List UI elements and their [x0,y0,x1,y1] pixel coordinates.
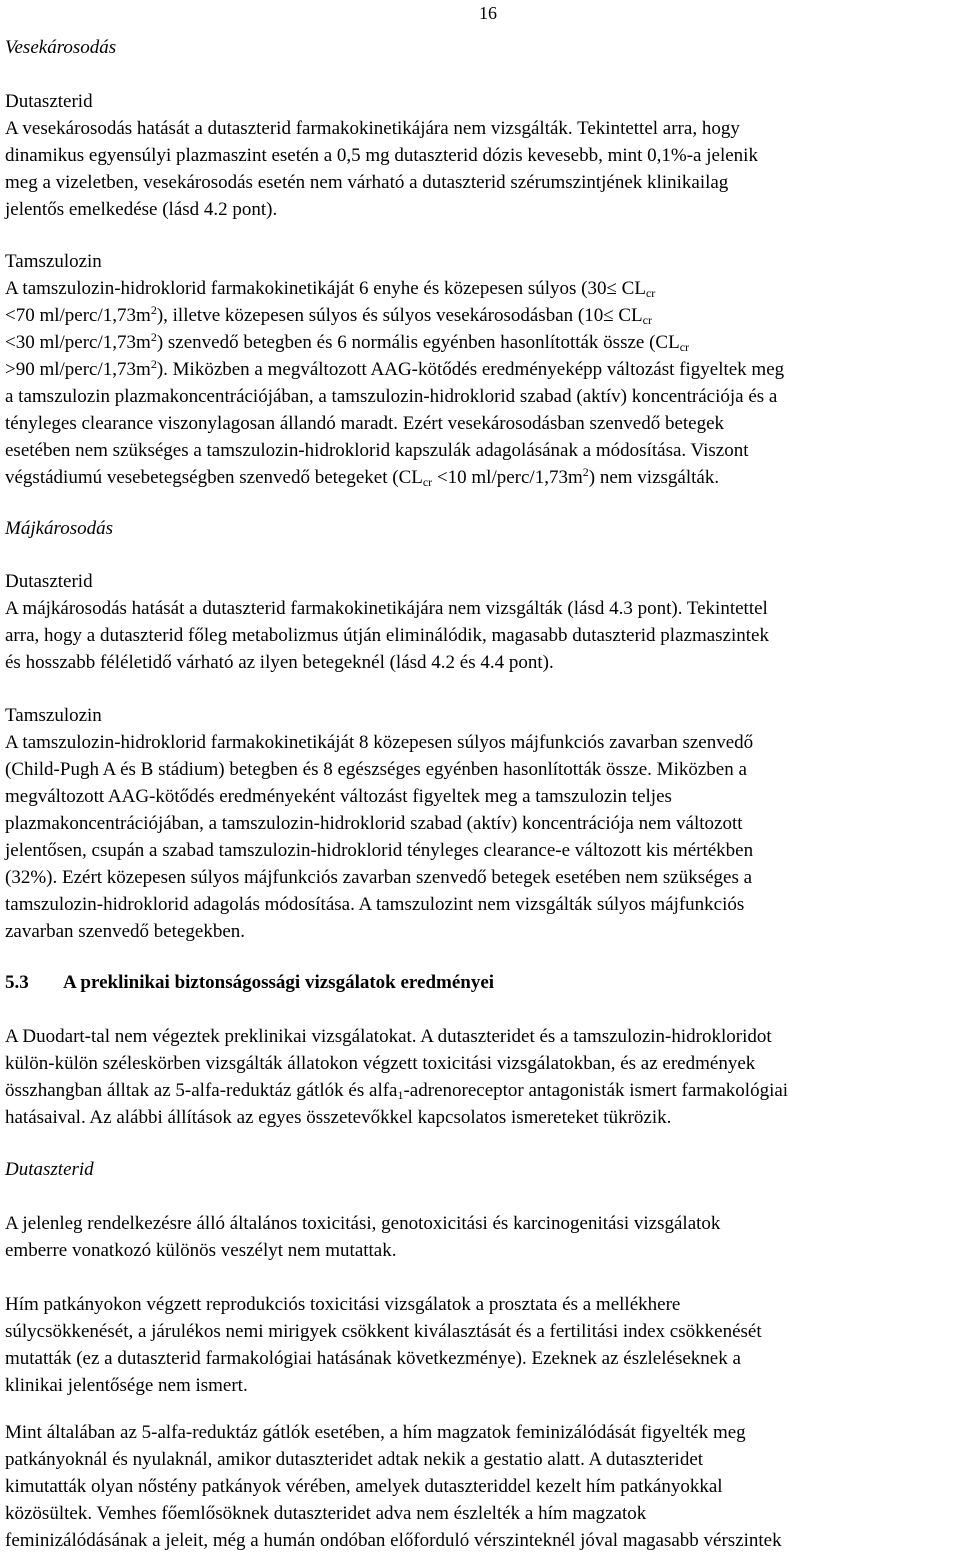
text-line: A jelenleg rendelkezésre álló általános toxicitási, genotoxicitási és karcinogenitási vizsgálatok [5,1213,721,1234]
text-line: súlycsökkenését, a járulékos nemi mirigyek csökkent kiválasztását és a fertilitási index csökkenését [5,1321,762,1342]
text-line: >90 $ml/perc/1,73m^2$). Miközben a megváltozott AAG-kötődés eredményeképp változást figyeltek meg [5,357,785,380]
text-line: megváltozott AAG-kötődés eredményeként változást figyeltek meg a tamszulozin teljes [5,786,672,807]
section-heading-5-3 [5,969,494,996]
hepatic-tamsulosin-heading: Tamszulozin [5,705,102,726]
text-line: végstádiumú vesebetegségben szenvedő betegeket ($CL_{cr} <10$ $ml/perc/1,73m^2$) nem vizsgálták. [5,465,720,489]
text-line: klinikai jelentősége nem ismert. [5,1375,248,1396]
text-line: összhangban álltak az 5-alfa-reduktáz gátlók és alfa$_1$-adrenoreceptor antagonisták ismert farmakológiai [5,1080,789,1102]
text-line: kimutatták olyan nőstény patkányok vérében, amelyek dutaszteriddel kezelt hím patkányokkal [5,1476,723,1497]
page-number: 16 [479,3,497,23]
superscript: 2 [582,465,589,479]
text-line: <30 $ml/perc/1,73m^2$) szenvedő betegben és 6 normális egyénben hasonlították össze ($CL_{cr}$ [5,330,690,354]
hepatic-impairment-title: Májkárosodás [5,518,114,539]
hepatic-dutasteride-heading: Dutaszterid [5,571,93,592]
text-line: feminizálódásának a jeleit, még a humán ondóban előforduló vérszinteknél jóval magasabb vérszintek [5,1530,782,1551]
text-line: <70 $ml/perc/1,73m^2$), illetve közepesen súlyos és súlyos vesekárosodásban ($10\le CL_{cr}$ [5,303,652,327]
text-line: A májkárosodás hatását a dutaszterid farmakokinetikájára nem vizsgálták (lásd 4.3 pont). Tekintettel [5,598,768,619]
renal-tamsulosin-paragraph [5,275,955,491]
text-line: A Duodart-tal nem végeztek preklinikai vizsgálatokat. A dutaszteridet és a tamszulozin-hidrokloridot [5,1026,772,1047]
renal-tamsulosin-heading: Tamszulozin [5,251,102,272]
text-line: A vesekárosodás hatását a dutaszterid farmakokinetikájára nem vizsgálták. Tekintettel arra, hogy [5,118,740,139]
text-line: külön-külön széleskörben vizsgálták állatokon végzett toxicitási vizsgálatokban, és az eredmények [5,1053,756,1074]
hepatic-dutasteride-paragraph [5,595,955,676]
preclinical-paragraph-1 [5,1210,955,1264]
superscript: 2 [150,303,157,317]
preclinical-dutasteride-heading: Dutaszterid [5,1159,94,1180]
renal-impairment-title: Vesekárosodás [5,37,117,58]
section-number: 5.3 [5,972,29,993]
superscript: 2 [150,330,157,344]
text-line: hatásaival. Az alábbi állítások az egyes összetevőkkel kapcsolatos ismereteket tükrözik. [5,1107,672,1128]
subscript: 1 [397,1088,404,1102]
text-line: emberre vonatkozó különös veszélyt nem mutattak. [5,1240,397,1261]
text-line: jelentős emelkedése (lásd 4.2 pont). [5,199,278,220]
text-line: jelentősen, csupán a szabad tamszulozin-hidroklorid tényleges clearance-e változott kis mértékben [5,840,754,861]
text-line: meg a vizeletben, vesekárosodás esetén nem várható a dutaszterid szérumszintjének klinikailag [5,172,729,193]
preclinical-paragraph-2 [5,1291,955,1399]
text-line: Mint általában az 5-alfa-reduktáz gátlók esetében, a hím magzatok feminizálódását figyelték meg [5,1422,746,1443]
subscript: cr [642,313,652,327]
text-line: plazmakoncentrációjában, a tamszulozin-hidroklorid szabad (aktív) koncentrációja nem változott [5,813,743,834]
text-line: zavarban szenvedő betegekben. [5,921,246,942]
subscript: cr [679,340,690,354]
text-line: a tamszulozin plazmakoncentrációjában, a tamszulozin-hidroklorid szabad (aktív) koncentrációja és a [5,386,778,407]
text-line: patkányoknál és nyulaknál, amikor dutaszteridet adtak nekik a gestatio alatt. A dutaszteridet [5,1449,704,1470]
text-line: (32%). Ezért közepesen súlyos májfunkciós zavarban szenvedő betegek esetében nem szükséges a [5,867,753,888]
superscript: 2 [150,357,157,371]
preclinical-paragraph-3 [5,1419,955,1554]
hepatic-tamsulosin-paragraph [5,729,955,945]
text-line: A tamszulozin-hidroklorid farmakokinetikáját 6 enyhe és közepesen súlyos ($30\le CL_{cr}$ [5,278,656,300]
subscript: cr [422,475,433,489]
text-line: A tamszulozin-hidroklorid farmakokinetikáját 8 közepesen súlyos májfunkciós zavarban szenvedő [5,732,754,753]
preclinical-intro-paragraph [5,1023,955,1131]
text-line: tényleges clearance viszonylagosan állandó maradt. Ezért vesekárosodásban szenvedő betegek [5,413,725,434]
subscript: cr [645,286,656,300]
text-line: arra, hogy a dutaszterid főleg metabolizmus útján eliminálódik, magasabb dutaszterid plazmaszintek [5,625,769,646]
text-line: mutatták (ez a dutaszterid farmakológiai hatásának következménye). Ezeknek az észleléseknek a [5,1348,741,1369]
text-line: közösültek. Vemhes főemlősöknek dutaszteridet adva nem észlelték a hím magzatok [5,1503,647,1524]
renal-dutasteride-heading: Dutaszterid [5,91,93,112]
text-line: dinamikus egyensúlyi plazmaszint esetén a 0,5 mg dutaszterid dózis kevesebb, mint 0,1%-a jelenik [5,145,758,166]
text-line: tamszulozin-hidroklorid adagolás módosítása. A tamszulozint nem vizsgálták súlyos májfunkciós [5,894,745,915]
text-line: (Child-Pugh A és B stádium) betegben és 8 egészséges egyénben hasonlították össze. Miközben a [5,759,747,780]
text-line: Hím patkányokon végzett reprodukciós toxicitási vizsgálatok a prosztata és a mellékhere [5,1294,681,1315]
text-line: esetében nem szükséges a tamszulozin-hidroklorid kapszulák adagolásának a módosítása. Viszont [5,440,749,461]
renal-dutasteride-paragraph [5,115,955,223]
text-line: és hosszabb féléletidő várható az ilyen betegeknél (lásd 4.2 és 4.4 pont). [5,652,554,673]
section-title: A preklinikai biztonságossági vizsgálatok eredményei [63,972,495,993]
